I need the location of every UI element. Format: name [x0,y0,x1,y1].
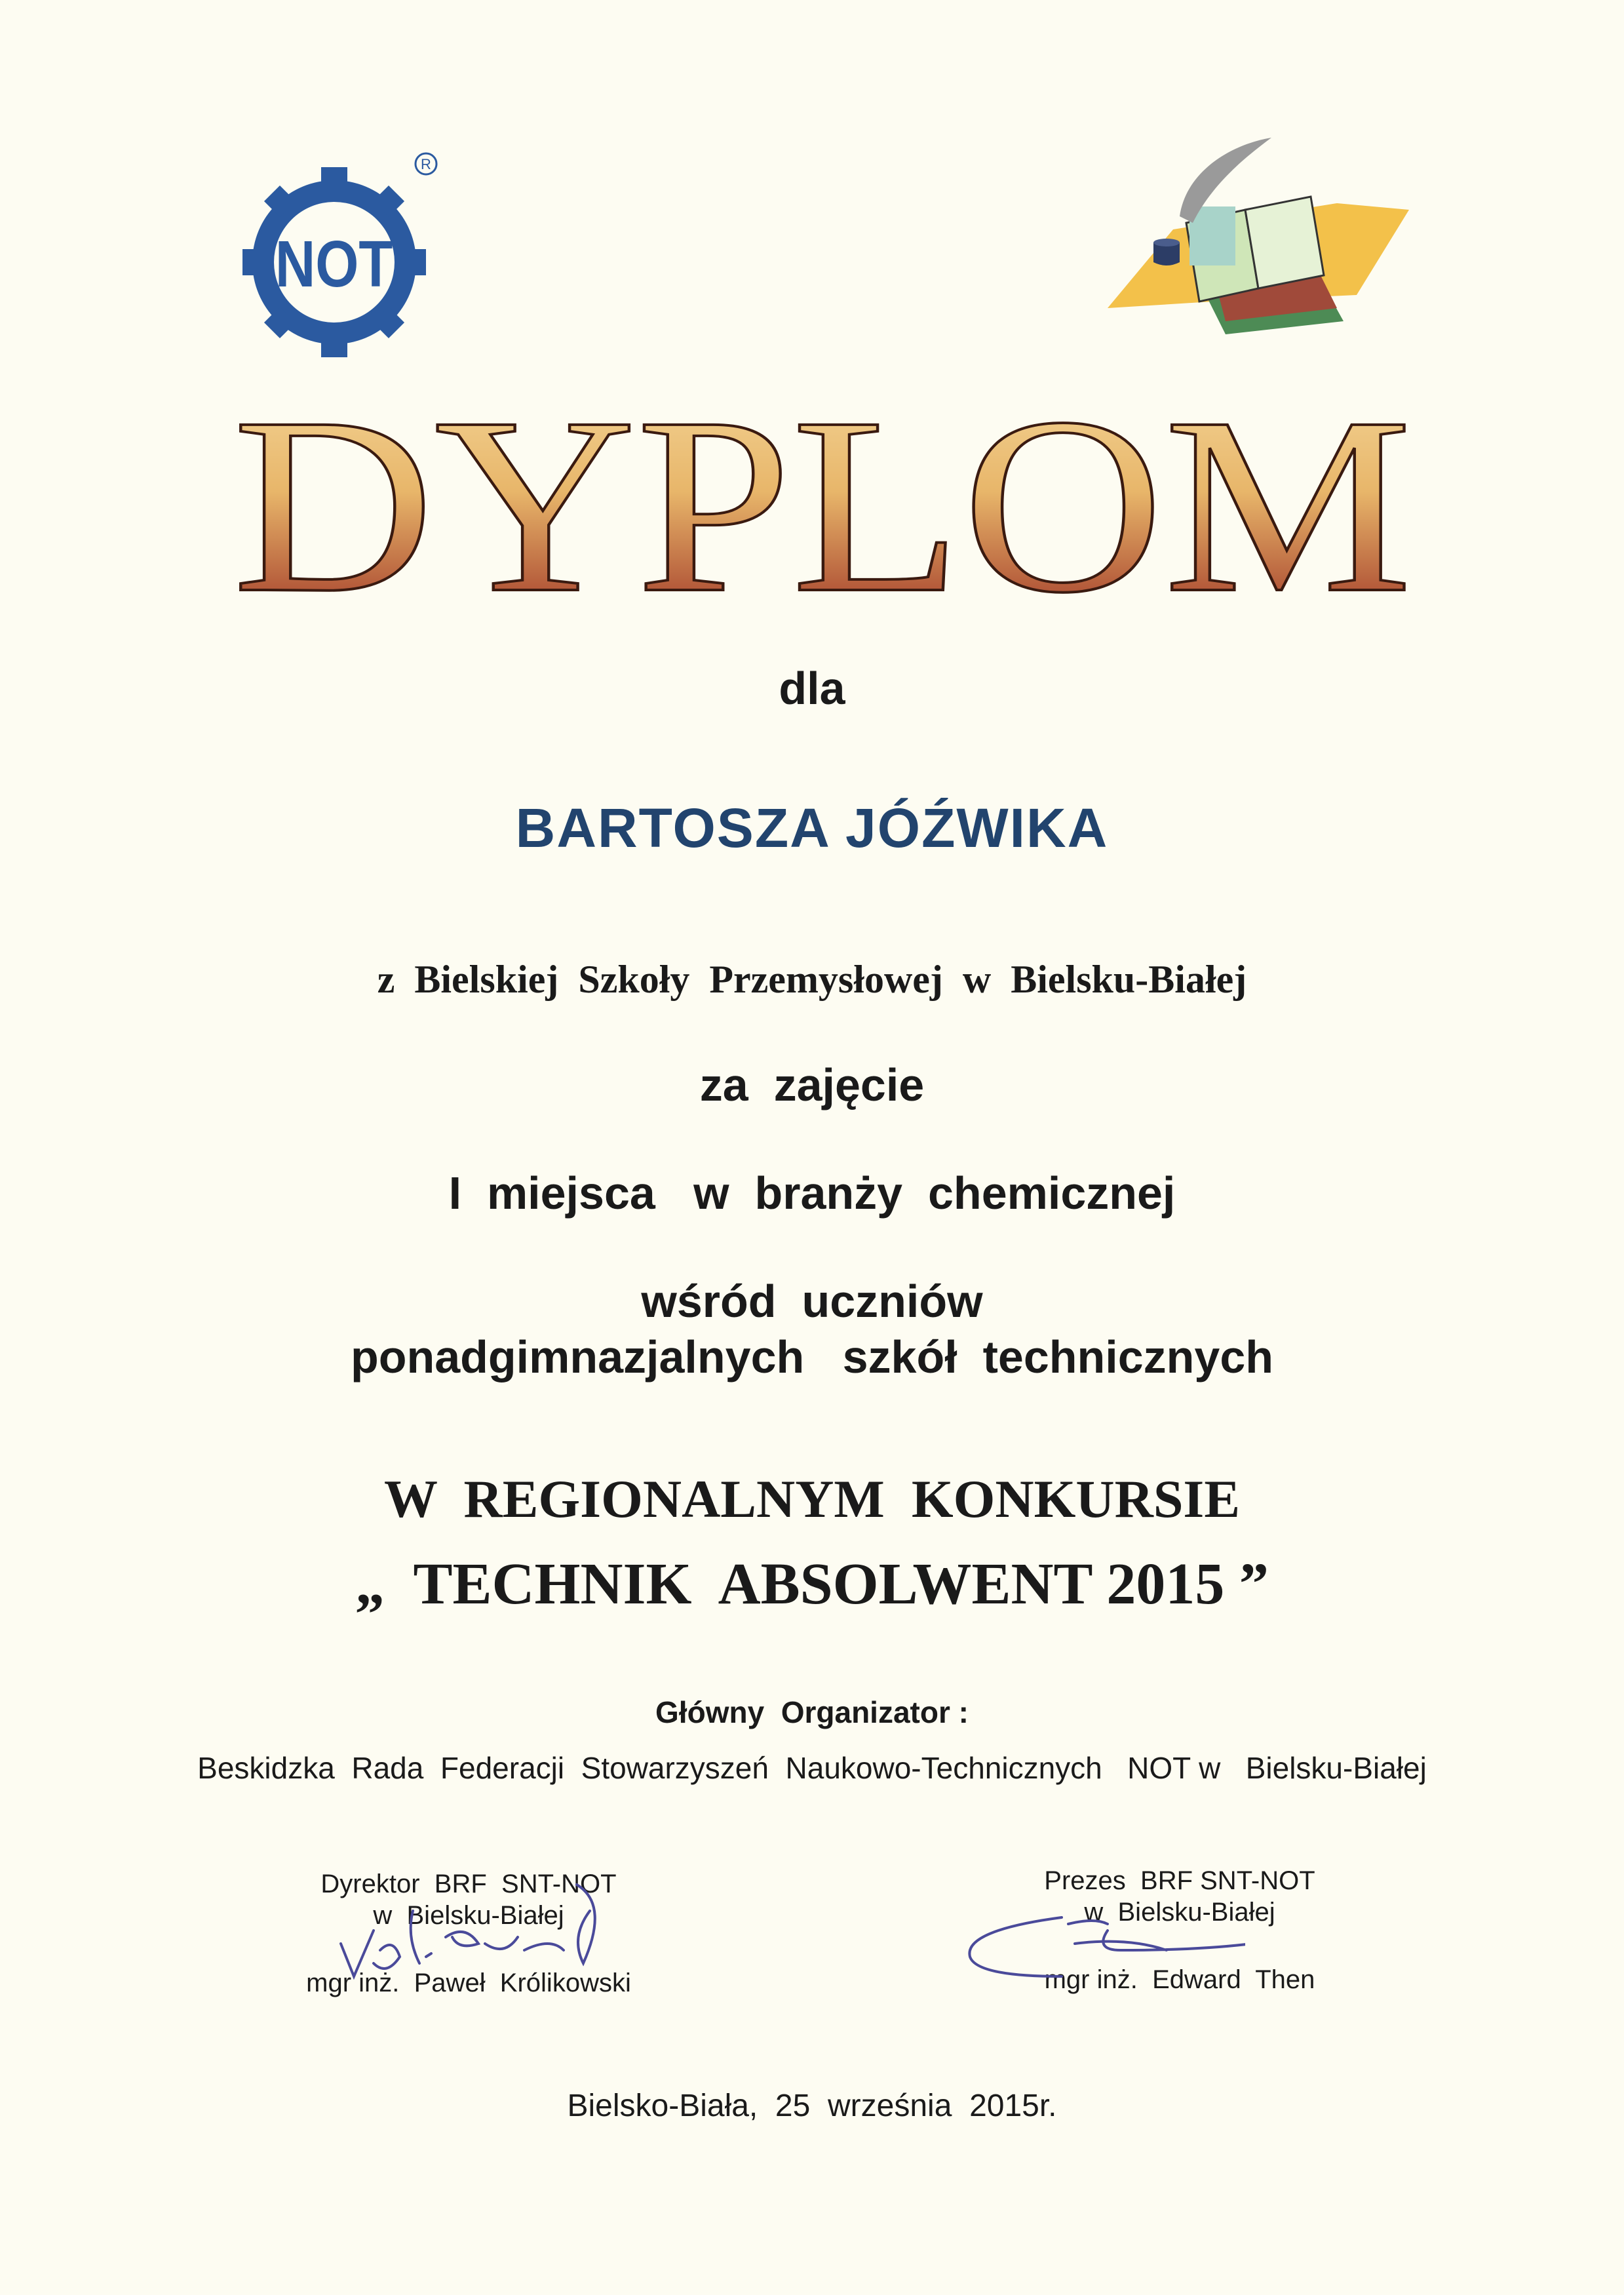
signer-name: mgr inż. Edward Then [1044,1965,1315,1994]
award-line-2: I miejsca w branży chemicznej [448,1167,1176,1219]
award-line-1: za zajęcie [699,1059,925,1110]
recipient-name: BARTOSZA JÓŹWIKA [515,797,1109,859]
dla-label: dla [779,663,845,714]
school-line: z Bielskiej Szkoły Przemysłowej w Bielsku-Białej [377,958,1247,1001]
signer-place: w Bielsku-Białej [1084,1898,1275,1927]
svg-text:DYPLOM: DYPLOM [233,387,1412,616]
contest-line-2: „ TECHNIK ABSOLWENT 2015 ” [355,1552,1269,1617]
not-logo [236,147,452,364]
svg-text:R: R [421,156,431,172]
award-line-3: wśród uczniów [641,1276,983,1327]
signer-place: w Bielsku-Białej [373,1901,564,1930]
contest-line-1: W REGIONALNYM KONKURSIE [383,1469,1241,1529]
signature-block-right [931,1865,1429,1995]
signer-name: mgr inż. Paweł Królikowski [306,1969,631,1997]
organizer-label: Główny Organizator : [655,1695,969,1729]
diploma-title [223,387,1422,616]
signer-role: Prezes BRF SNT-NOT [1044,1866,1315,1895]
award-line-4: ponadgimnazjalnych szkół technicznych [350,1331,1274,1383]
issue-date: Bielsko-Biała, 25 września 2015r. [567,2089,1057,2123]
signature-block-left [236,1868,701,1999]
signer-role: Dyrektor BRF SNT-NOT [320,1870,617,1898]
svg-text:NOT: NOT [275,227,393,301]
book-quill-clipart [1094,131,1435,354]
organizer-name: Beskidzka Rada Federacji Stowarzyszeń Naukowo-Technicznych NOT w Bielsku-Białej [197,1751,1427,1785]
